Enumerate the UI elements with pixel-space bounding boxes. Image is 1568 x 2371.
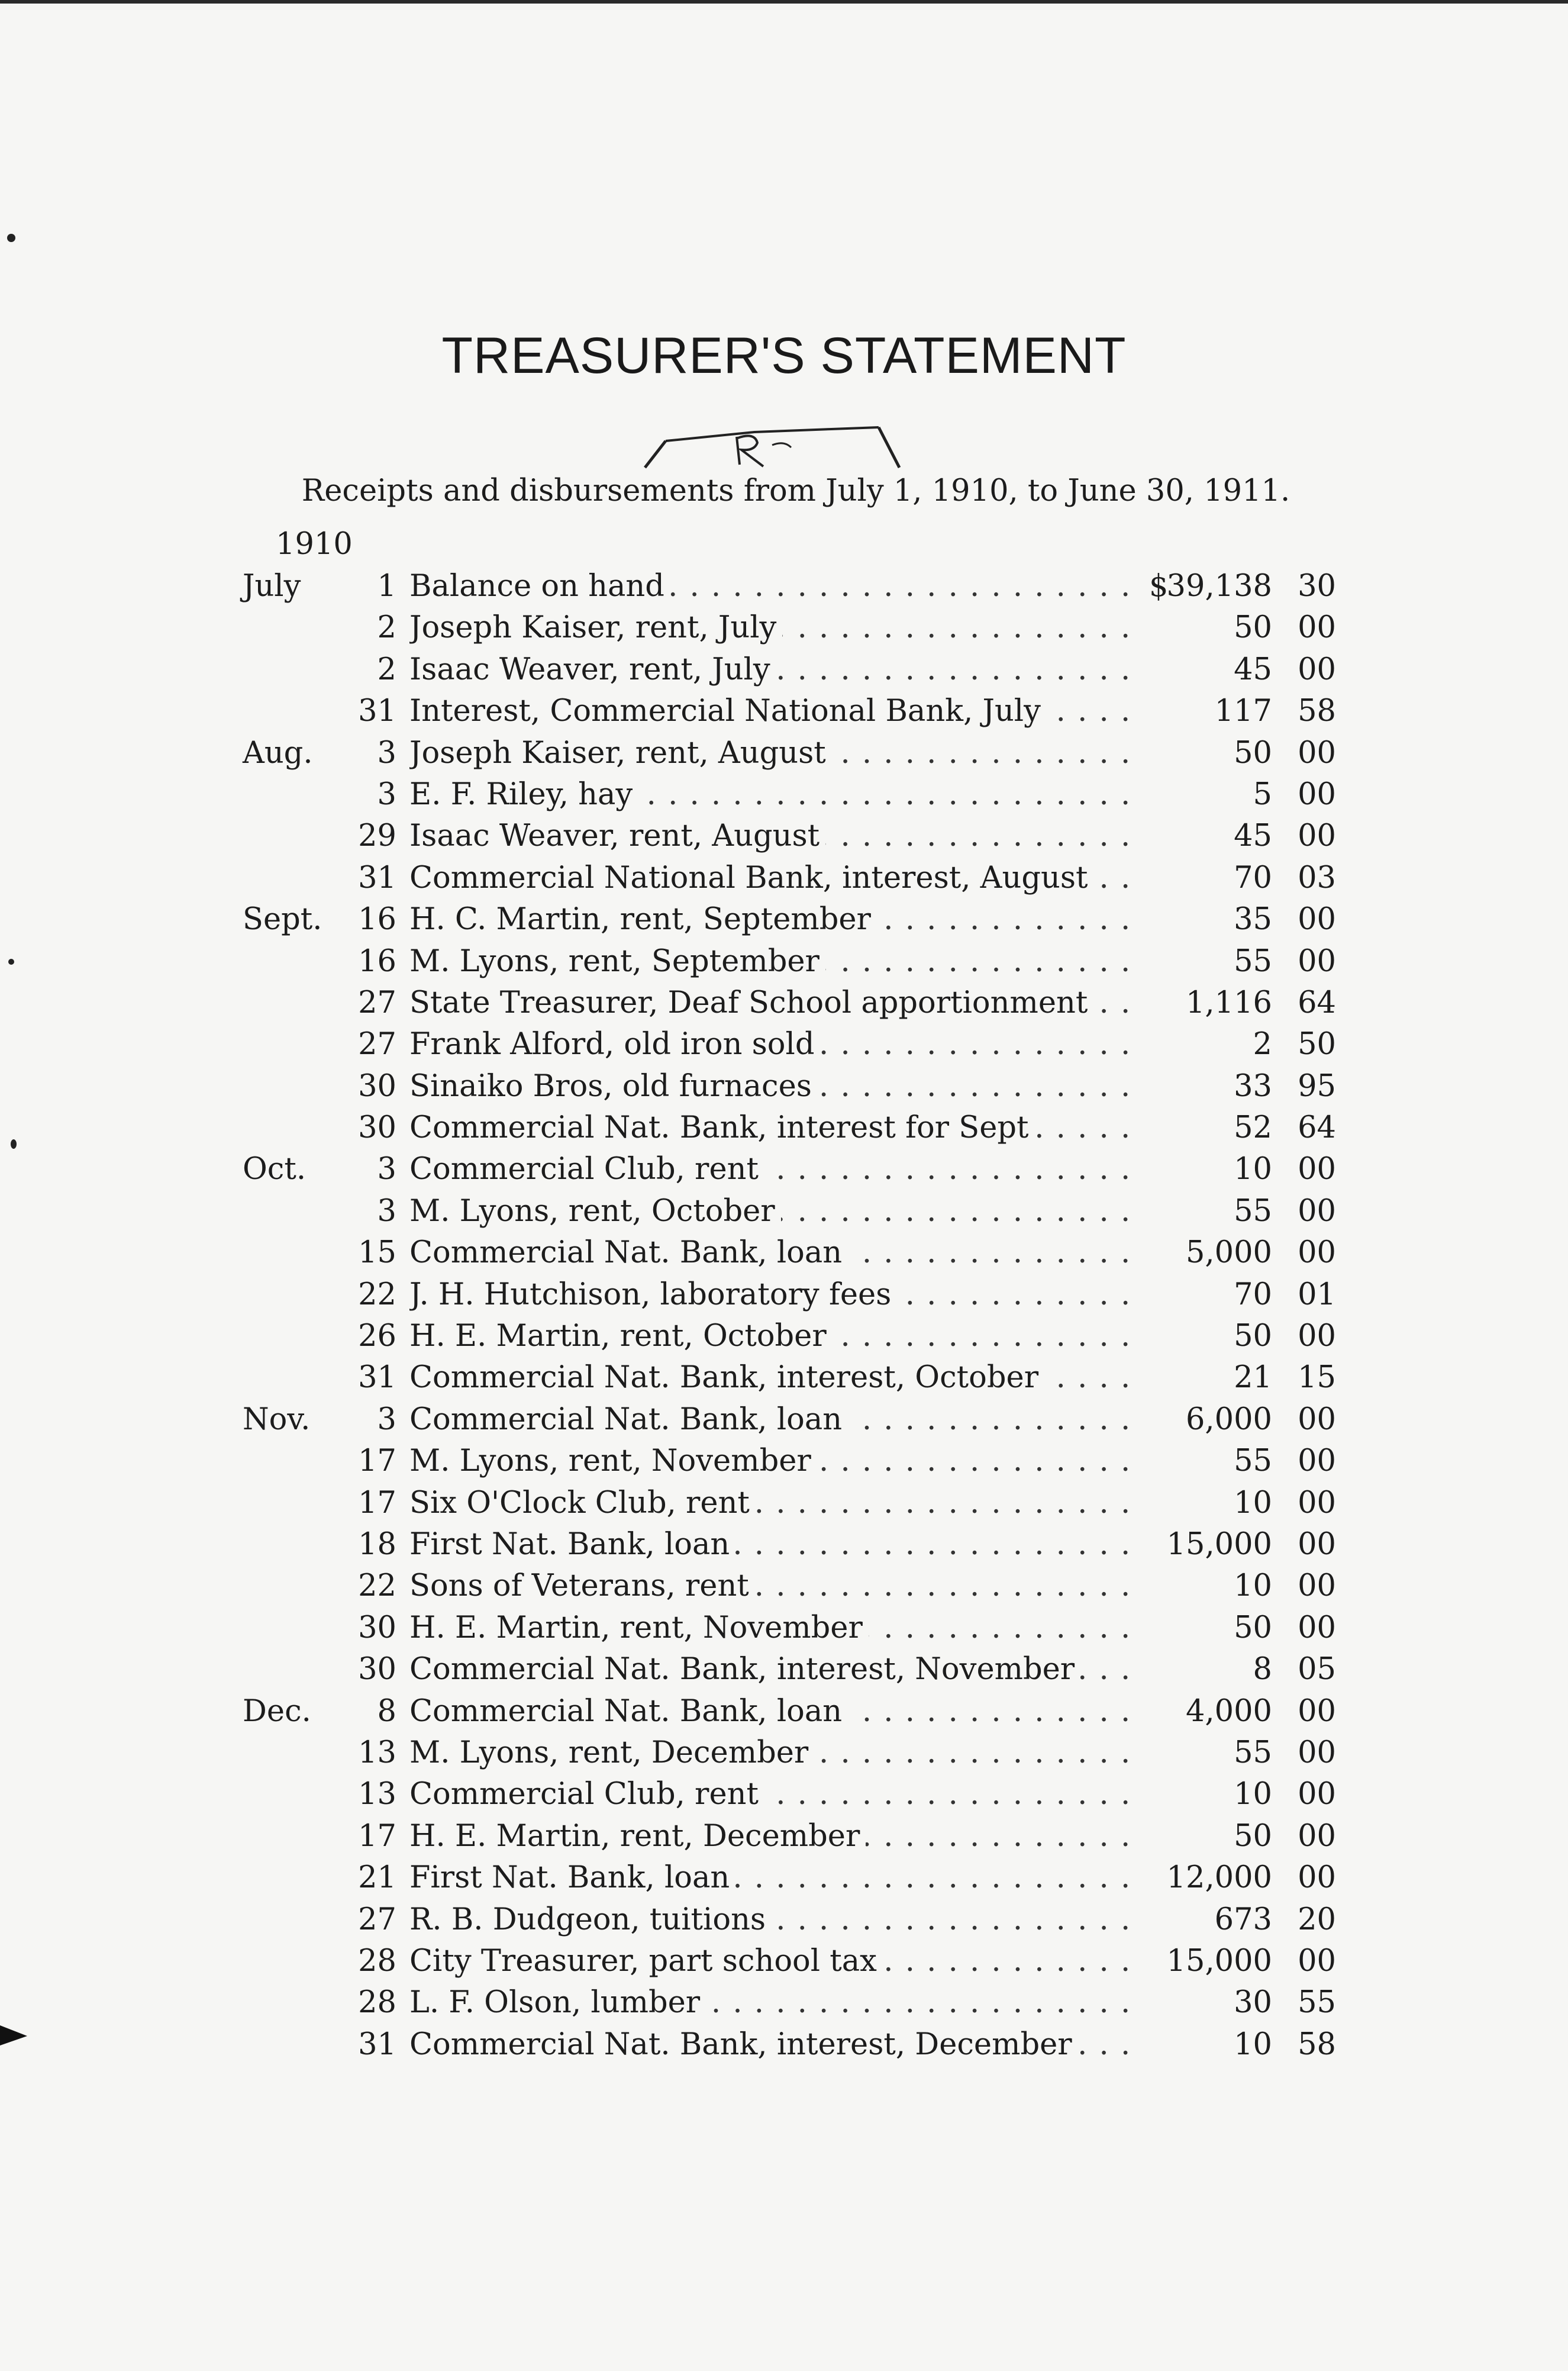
entry-description: Commercial Nat. Bank, interest, December — [409, 2027, 1078, 2062]
ledger-row — [0, 607, 1568, 649]
margin-speck — [8, 959, 14, 965]
entry-description: Isaac Weaver, rent, August — [409, 819, 825, 853]
entry-day: 22 — [358, 1568, 396, 1604]
entry-amount: 4,000 — [1185, 1693, 1272, 1729]
entry-amount: 10 — [1234, 1485, 1272, 1520]
ledger-row — [0, 1483, 1568, 1524]
entry-cents: 00 — [1298, 1818, 1336, 1854]
ledger-row — [0, 816, 1568, 857]
entry-description: Commercial Nat. Bank, loan — [409, 1694, 848, 1729]
ledger-row — [0, 1774, 1568, 1815]
entry-cents: 00 — [1298, 1860, 1336, 1896]
entry-amount: 5 — [1253, 777, 1272, 812]
ledger-row — [0, 1649, 1568, 1690]
handwritten-mark-icon — [636, 408, 908, 473]
margin-speck — [11, 1139, 17, 1149]
entry-description: Frank Alford, old iron sold — [409, 1027, 820, 1062]
entry-description-cell — [409, 1899, 1136, 1941]
ledger-row — [0, 899, 1568, 940]
entry-cents: 00 — [1298, 1152, 1336, 1187]
entry-day: 17 — [358, 1485, 396, 1520]
ledger-row — [0, 1982, 1568, 2024]
entry-amount: 8 — [1253, 1652, 1272, 1687]
entry-day: 3 — [377, 1152, 396, 1187]
entry-description-cell — [409, 1774, 1136, 1815]
margin-speck — [7, 234, 15, 242]
entry-amount: 33 — [1234, 1068, 1272, 1104]
entry-amount: 55 — [1234, 1193, 1272, 1229]
entry-description: Joseph Kaiser, rent, August — [409, 736, 832, 771]
entry-amount: 55 — [1234, 1444, 1272, 1479]
ledger-row — [0, 1066, 1568, 1107]
entry-description: Commercial Nat. Bank, interest, November — [409, 1652, 1080, 1687]
entry-description-cell — [409, 1107, 1136, 1149]
entry-description: Commercial Club, rent — [409, 1152, 764, 1187]
entry-amount: 45 — [1234, 652, 1272, 687]
entry-cents: 58 — [1298, 2027, 1336, 2062]
entry-dollar-sign: $ — [1149, 569, 1169, 604]
ledger-table — [0, 566, 1568, 2066]
entry-amount: 15,000 — [1166, 1943, 1272, 1979]
entry-amount: 50 — [1234, 1319, 1272, 1354]
entry-description-cell — [409, 691, 1136, 732]
entry-amount: 70 — [1234, 860, 1272, 895]
entry-day: 3 — [377, 1193, 396, 1229]
entry-description-cell — [409, 1149, 1136, 1190]
ledger-row — [0, 982, 1568, 1024]
entry-description: Commercial National Bank, interest, August — [409, 861, 1094, 895]
entry-description: M. Lyons, rent, October — [409, 1194, 781, 1229]
entry-description: E. F. Riley, hay — [409, 777, 638, 812]
entry-day: 31 — [358, 2027, 396, 2062]
ledger-row — [0, 1107, 1568, 1149]
entry-cents: 58 — [1298, 694, 1336, 729]
entry-day: 2 — [377, 610, 396, 646]
entry-description-cell — [409, 1565, 1136, 1607]
entry-amount: 55 — [1234, 1735, 1272, 1770]
entry-day: 8 — [377, 1693, 396, 1729]
entry-month: Aug. — [243, 735, 313, 771]
entry-amount: 10 — [1234, 1152, 1272, 1187]
ledger-row — [0, 1732, 1568, 1774]
entry-day: 17 — [358, 1818, 396, 1854]
entry-cents: 00 — [1298, 1610, 1336, 1645]
entry-day: 2 — [377, 652, 396, 687]
entry-description-cell — [409, 1483, 1136, 1524]
entry-description: H. C. Martin, rent, September — [409, 902, 877, 937]
entry-day: 31 — [358, 694, 396, 729]
page-top-border — [0, 0, 1568, 4]
entry-description-cell — [409, 1441, 1136, 1482]
entry-amount: 70 — [1234, 1277, 1272, 1312]
ledger-row — [0, 1357, 1568, 1399]
ledger-row — [0, 1024, 1568, 1065]
ledger-row — [0, 1524, 1568, 1565]
entry-description: First Nat. Bank, loan — [409, 1860, 735, 1895]
entry-amount: 117 — [1214, 694, 1272, 729]
entry-description-cell — [409, 1732, 1136, 1774]
entry-cents: 00 — [1298, 819, 1336, 854]
ledger-row — [0, 1191, 1568, 1232]
entry-description-cell — [409, 1941, 1136, 1982]
entry-day: 30 — [358, 1610, 396, 1645]
entry-description: City Treasurer, part school tax — [409, 1944, 883, 1979]
statement-subtitle: Receipts and disbursements from July 1, 1910, to June 30, 1911. — [301, 473, 1290, 508]
entry-cents: 00 — [1298, 1193, 1336, 1229]
entry-description-cell — [409, 1607, 1136, 1649]
entry-description: R. B. Dudgeon, tuitions — [409, 1902, 772, 1937]
entry-description-cell — [409, 1274, 1136, 1316]
entry-amount: 10 — [1234, 1777, 1272, 1812]
entry-day: 1 — [377, 569, 396, 604]
ledger-row — [0, 691, 1568, 732]
entry-cents: 00 — [1298, 777, 1336, 812]
entry-day: 28 — [358, 1985, 396, 2021]
entry-day: 21 — [358, 1860, 396, 1896]
ledger-row — [0, 1441, 1568, 1482]
entry-day: 27 — [358, 985, 396, 1020]
ledger-row — [0, 1565, 1568, 1607]
entry-description: Commercial Nat. Bank, interest for Sept — [409, 1110, 1035, 1145]
entry-day: 3 — [377, 1402, 396, 1437]
entry-day: 30 — [358, 1068, 396, 1104]
entry-cents: 95 — [1298, 1068, 1336, 1104]
ledger-row — [0, 1816, 1568, 1857]
entry-cents: 00 — [1298, 1943, 1336, 1979]
entry-amount: 6,000 — [1185, 1402, 1272, 1437]
entry-day: 22 — [358, 1277, 396, 1312]
entry-cents: 00 — [1298, 943, 1336, 979]
entry-description-cell — [409, 1316, 1136, 1357]
entry-month: Dec. — [243, 1693, 311, 1729]
entry-month: Oct. — [243, 1152, 306, 1187]
entry-description-cell — [409, 649, 1136, 691]
entry-description-cell — [409, 1691, 1136, 1732]
entry-day: 27 — [358, 1902, 396, 1937]
entry-amount: 50 — [1234, 610, 1272, 646]
entry-description: M. Lyons, rent, September — [409, 944, 825, 979]
entry-description: Commercial Nat. Bank, loan — [409, 1402, 848, 1437]
ledger-row — [0, 1149, 1568, 1190]
entry-cents: 15 — [1298, 1360, 1336, 1396]
entry-cents: 05 — [1298, 1652, 1336, 1687]
entry-description-cell — [409, 1524, 1136, 1565]
entry-description-cell — [409, 1191, 1136, 1232]
ledger-row — [0, 1607, 1568, 1649]
ledger-row — [0, 566, 1568, 607]
entry-day: 31 — [358, 1360, 396, 1396]
entry-description-cell — [409, 1816, 1136, 1857]
entry-description: M. Lyons, rent, December — [409, 1735, 814, 1770]
ledger-row — [0, 733, 1568, 774]
entry-cents: 30 — [1298, 569, 1336, 604]
entry-cents: 00 — [1298, 1526, 1336, 1562]
entry-description: H. E. Martin, rent, October — [409, 1319, 833, 1354]
entry-cents: 00 — [1298, 1402, 1336, 1437]
entry-cents: 64 — [1298, 985, 1336, 1020]
entry-cents: 55 — [1298, 1985, 1336, 2021]
entry-day: 29 — [358, 819, 396, 854]
entry-day: 26 — [358, 1319, 396, 1354]
entry-cents: 00 — [1298, 1235, 1336, 1271]
entry-description-cell — [409, 816, 1136, 857]
ledger-row — [0, 649, 1568, 691]
entry-day: 17 — [358, 1444, 396, 1479]
entry-day: 13 — [358, 1777, 396, 1812]
entry-description-cell — [409, 1649, 1136, 1690]
entry-cents: 64 — [1298, 1110, 1336, 1146]
entry-cents: 00 — [1298, 1444, 1336, 1479]
entry-day: 31 — [358, 860, 396, 895]
entry-amount: 15,000 — [1166, 1526, 1272, 1562]
entry-cents: 00 — [1298, 1568, 1336, 1604]
ledger-row — [0, 1857, 1568, 1899]
entry-day: 28 — [358, 1943, 396, 1979]
entry-cents: 01 — [1298, 1277, 1336, 1312]
entry-amount: 52 — [1234, 1110, 1272, 1146]
ledger-row — [0, 858, 1568, 899]
entry-description: Six O'Clock Club, rent — [409, 1486, 756, 1520]
ledger-row — [0, 1316, 1568, 1357]
entry-description-cell — [409, 941, 1136, 982]
ledger-row — [0, 1399, 1568, 1441]
entry-description-cell — [409, 1232, 1136, 1274]
entry-description: Joseph Kaiser, rent, July — [409, 610, 782, 645]
entry-cents: 50 — [1298, 1027, 1336, 1062]
ledger-row — [0, 2024, 1568, 2066]
entry-amount: 45 — [1234, 819, 1272, 854]
entry-description: J. H. Hutchison, laboratory fees — [409, 1277, 897, 1312]
entry-day: 27 — [358, 1027, 396, 1062]
entry-amount: 10 — [1234, 1568, 1272, 1604]
entry-cents: 00 — [1298, 1777, 1336, 1812]
entry-description-cell — [409, 2024, 1136, 2066]
entry-month: July — [243, 569, 301, 604]
ledger-row — [0, 1941, 1568, 1982]
entry-amount: 30 — [1234, 1985, 1272, 2021]
entry-cents: 00 — [1298, 902, 1336, 938]
entry-cents: 20 — [1298, 1902, 1336, 1937]
entry-amount: 55 — [1234, 943, 1272, 979]
entry-day: 13 — [358, 1735, 396, 1770]
entry-day: 3 — [377, 735, 396, 771]
entry-amount: 50 — [1234, 735, 1272, 771]
entry-day: 30 — [358, 1652, 396, 1687]
entry-cents: 00 — [1298, 1735, 1336, 1770]
entry-month: Sept. — [243, 902, 322, 938]
year-heading: 1910 — [276, 527, 353, 562]
entry-description: M. Lyons, rent, November — [409, 1444, 817, 1478]
entry-description: H. E. Martin, rent, November — [409, 1610, 869, 1645]
entry-description: Balance on hand — [409, 569, 670, 604]
entry-cents: 00 — [1298, 1485, 1336, 1520]
entry-amount: 10 — [1234, 2027, 1272, 2062]
entry-amount: 1,116 — [1185, 985, 1272, 1020]
ledger-row — [0, 1899, 1568, 1941]
entry-description-cell — [409, 1399, 1136, 1441]
entry-description-cell — [409, 733, 1136, 774]
entry-description-cell — [409, 1024, 1136, 1065]
entry-cents: 03 — [1298, 860, 1336, 895]
entry-description-cell — [409, 607, 1136, 649]
entry-cents: 00 — [1298, 1319, 1336, 1354]
ledger-row — [0, 1232, 1568, 1274]
entry-amount: 50 — [1234, 1818, 1272, 1854]
entry-day: 15 — [358, 1235, 396, 1271]
entry-cents: 00 — [1298, 610, 1336, 646]
entry-description: Sinaiko Bros, old furnaces — [409, 1069, 818, 1104]
entry-amount: 673 — [1214, 1902, 1272, 1937]
entry-day: 16 — [358, 943, 396, 979]
entry-description-cell — [409, 1066, 1136, 1107]
ledger-row — [0, 1691, 1568, 1732]
entry-cents: 00 — [1298, 735, 1336, 771]
entry-amount: 35 — [1234, 902, 1272, 938]
entry-amount: 2 — [1253, 1027, 1272, 1062]
entry-amount: 21 — [1234, 1360, 1272, 1396]
entry-description: Interest, Commercial National Bank, July — [409, 694, 1047, 729]
entry-description-cell — [409, 858, 1136, 899]
entry-description-cell — [409, 1857, 1136, 1899]
ledger-row — [0, 774, 1568, 816]
entry-description: Isaac Weaver, rent, July — [409, 652, 776, 687]
entry-day: 30 — [358, 1110, 396, 1146]
entry-day: 3 — [377, 777, 396, 812]
entry-description: State Treasurer, Deaf School apportionment — [409, 985, 1093, 1020]
entry-description: Commercial Club, rent — [409, 1777, 764, 1812]
entry-description: H. E. Martin, rent, December — [409, 1819, 866, 1854]
entry-description-cell — [409, 899, 1136, 940]
entry-month: Nov. — [243, 1402, 311, 1437]
entry-description-cell — [409, 1357, 1136, 1399]
entry-amount: 39,138 — [1166, 569, 1272, 604]
ledger-row — [0, 1274, 1568, 1316]
entry-amount: 50 — [1234, 1610, 1272, 1645]
entry-cents: 00 — [1298, 652, 1336, 687]
entry-amount: 5,000 — [1185, 1235, 1272, 1271]
entry-description: First Nat. Bank, loan — [409, 1527, 735, 1562]
margin-arrow-icon — [0, 2023, 30, 2047]
entry-description-cell — [409, 774, 1136, 816]
entry-cents: 00 — [1298, 1693, 1336, 1729]
page-title: TREASURER'S STATEMENT — [441, 327, 1127, 384]
entry-amount: 12,000 — [1166, 1860, 1272, 1896]
entry-description: L. F. Olson, lumber — [409, 1985, 706, 2020]
entry-day: 16 — [358, 902, 396, 938]
entry-description-cell — [409, 982, 1136, 1024]
entry-description: Commercial Nat. Bank, interest, October — [409, 1360, 1044, 1395]
entry-description-cell — [409, 1982, 1136, 2024]
entry-description: Sons of Veterans, rent — [409, 1568, 755, 1603]
entry-description: Commercial Nat. Bank, loan — [409, 1235, 848, 1270]
entry-day: 18 — [358, 1526, 396, 1562]
entry-description-cell — [409, 566, 1136, 607]
ledger-row — [0, 941, 1568, 982]
